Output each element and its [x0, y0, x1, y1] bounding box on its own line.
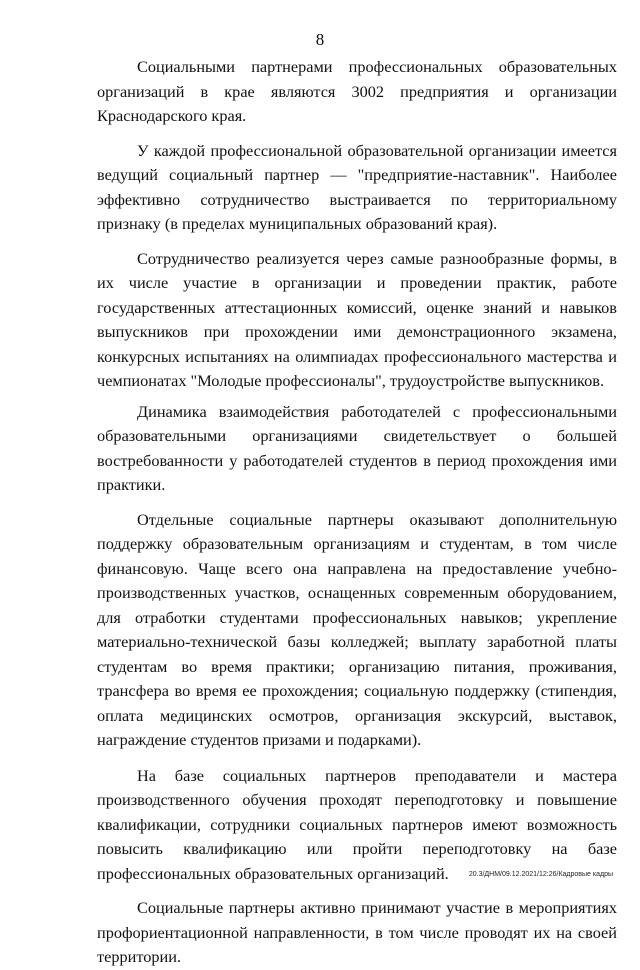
paragraph-additional-support: Отдельные социальные партнеры оказывают дополнительную поддержку образовательным организациям и студентам, в том числе финансовую. Чаще всего она направлена на предоставление учебно-производственных участков, оснащенных современным оборудованием, для отработки студентами профессиональных навыков; укрепление материально-технической базы колледжей; выплату заработной платы студентам во время практики; организацию питания, проживания, трансфера во время ее прохождения; социальную поддержку (стипендия, оплата медицинских осмотров, организация экскурсий, выставок, награждение студентов призами и подарками).: [97, 509, 617, 749]
paragraph-cooperation-forms: Сотрудничество реализуется через самые разнообразные формы, в их числе участие в организации и проведении практик, работе государственных аттестационных комиссий, оценке знаний и навыков выпускников при прохождении ими демонстрационного экзамена, конкурсных испытаниях на олимпиадах профессионального мастерства и чемпионатах "Молодые профессионалы", трудоустройстве выпускников.: [97, 248, 617, 390]
footer-stamp: 20.3/ДНМ/09.12.2021/12:26/Кадровые кадры: [468, 871, 613, 878]
paragraph-mentor-enterprise: У каждой профессиональной образовательной организации имеется ведущий социальный партнер — "предприятие-наставник". Наиболее эффективно сотрудничество выстраивается по территориальному признаку (в пределах муниципальных образований края).: [97, 140, 617, 233]
document-body: [97, 55, 617, 970]
page-number: 8: [315, 30, 325, 49]
paragraph-teacher-training: На базе социальных партнеров преподаватели и мастера производственного обучения проходят переподготовку и повышение квалификации, сотрудники социальных партнеров имеют возможность повысить квалификацию или пройти переподготовку на базе профессиональных образовательных организаций.: [97, 765, 617, 883]
paragraph-social-partners-count: Социальными партнерами профессиональных образовательных организаций в крае являются 3002 предприятия и организации Краснодарского края.: [97, 57, 617, 125]
paragraph-employer-dynamics: Динамика взаимодействия работодателей с профессиональными образовательными организациями свидетельствует о большей востребованности у работодателей студентов в период прохождения ими практики.: [97, 401, 617, 494]
paragraph-career-guidance: Социальные партнеры активно принимают участие в мероприятиях профориентационной направленности, в том числе проводят их на своей территории.: [97, 898, 617, 966]
